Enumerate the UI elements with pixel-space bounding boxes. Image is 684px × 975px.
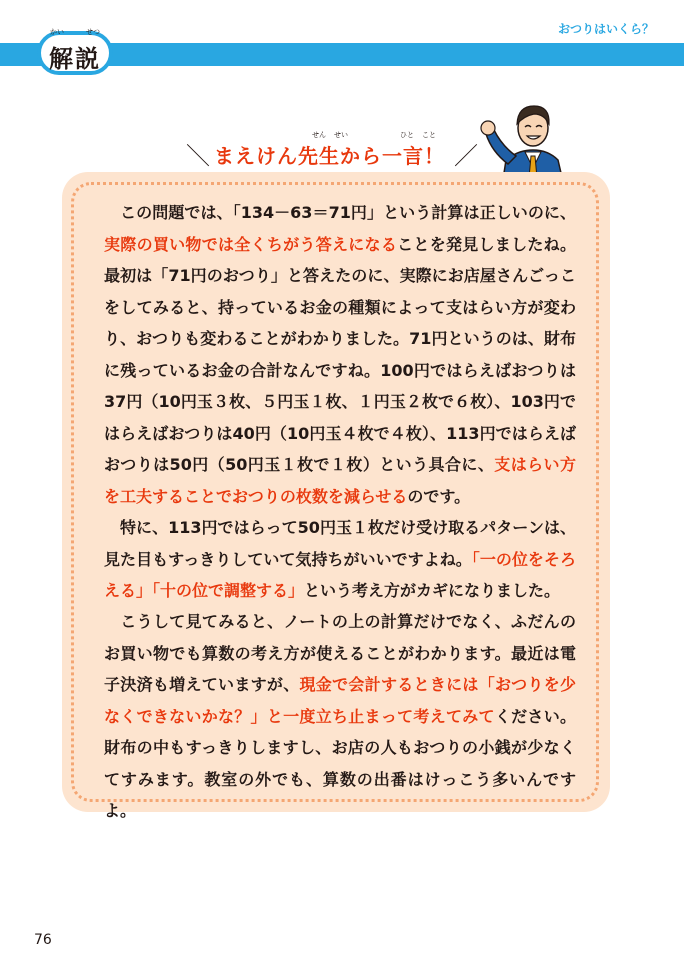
highlighted-text: 現金で会計するときには「おつりを少なくできないかな？」と一度立ち止まって考えてみて	[104, 675, 576, 726]
body-text: この問題では、「134－63＝71円」という計算は正しいのに、	[104, 203, 576, 222]
heading-ruby-2: せい	[334, 131, 348, 139]
badge-ruby	[50, 27, 100, 37]
highlighted-text: 実際の買い物では全くちがう答えになる	[104, 234, 398, 254]
paragraph-3	[104, 606, 576, 827]
highlighted-text: 「一の位をそろえる」「十の位で調整する」	[104, 549, 576, 600]
heading-block	[186, 130, 486, 170]
running-head: おつりはいくら？	[558, 22, 654, 36]
heading-ruby-1: せん	[312, 131, 326, 139]
body-text: という考え方がカギになりました。	[304, 581, 561, 600]
page-number: 76	[34, 932, 52, 948]
badge-ruby-2: せつ	[86, 28, 100, 36]
heading-ruby-3: ひと	[400, 131, 414, 139]
heading-ruby-4: こと	[422, 131, 436, 139]
paragraph-2	[104, 512, 576, 607]
body-text: こうして見てみると、ノートの上の計算だけでなく、ふだんのお買い物でも算数の考え方が使えることがわかります。最近は電子決済も増えていますが、	[104, 612, 576, 694]
paragraph-1	[104, 197, 576, 512]
teacher-comment-heading: まえけん先生から一言！	[214, 144, 445, 168]
body-text: のです。	[407, 486, 471, 506]
body-text: ことを発見しましたね。最初は「71円のおつり」と答えたのに、実際にお店屋さんごっこをしてみると、持っているお金の種類によって支はらい方が変わり、おつりも変わることがわかりました。71円というのは、財布に残っているお金の合計なんですね。100円ではらえばおつりは37円（10円玉３枚、５円玉１枚、１円玉２枚で６枚）、103円ではらえばおつりは40円（10円玉４枚で４枚）、113円ではらえばおつりは50円（50円玉１枚で１枚）という具合に、	[104, 234, 576, 474]
body-text: ください。財布の中もすっきりしますし、お店の人もおつりの小銭が少なくてすみます。教室の外でも、算数の出番はけっこう多いんですよ。	[104, 706, 576, 820]
right-slash-decoration: ／	[454, 142, 478, 170]
badge-ruby-1: かい	[50, 28, 64, 36]
body-text: 特に、113円ではらって50円玉１枚だけ受け取るパターンは、見た目もすっきりしていて気持ちがいいですよね。	[104, 518, 576, 569]
highlighted-text: 支はらい方を工夫することでおつりの枚数を減らせる	[104, 455, 576, 506]
left-slash-decoration: ＼	[186, 142, 210, 170]
section-title: 解説	[49, 45, 101, 73]
